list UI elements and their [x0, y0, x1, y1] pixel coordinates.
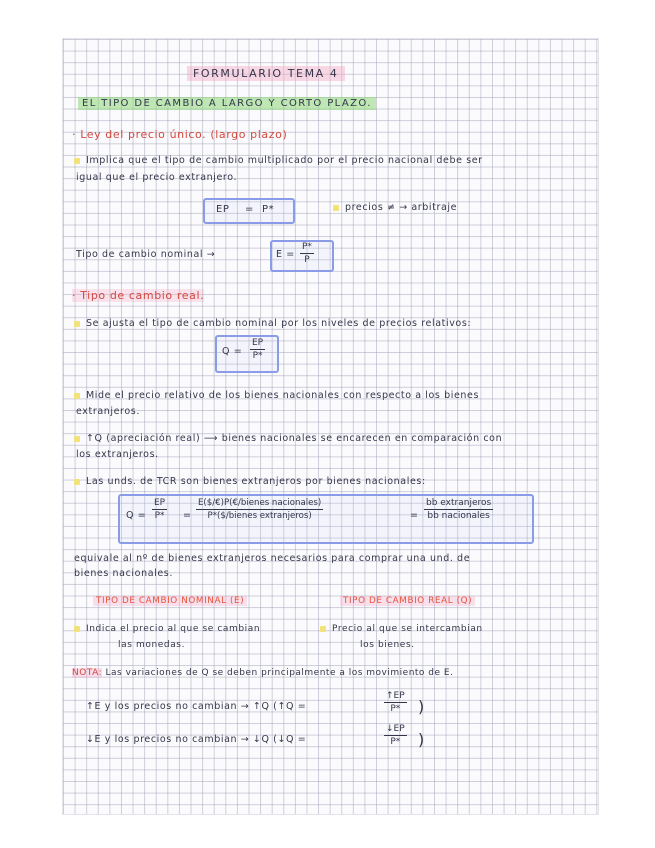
- bullet-marker: [74, 393, 80, 399]
- big-f1-den: P*: [154, 511, 165, 521]
- real-def-text: Precio al que se intercambian: [332, 624, 483, 634]
- equivale-line2: bienes nacionales.: [74, 568, 173, 579]
- big-eq-2: =: [410, 510, 419, 521]
- nota-label: NOTA:: [72, 668, 103, 678]
- bullet-text: Se ajusta el tipo de cambio nominal por los niveles de precios relativos:: [86, 318, 472, 329]
- bullet-apreciacion: [74, 433, 502, 444]
- nominal-num: P*: [302, 242, 312, 252]
- nota-text: Las variaciones de Q se deben principalmente a los movimiento de E.: [105, 668, 454, 678]
- section-subtitle: EL TIPO DE CAMBIO A LARGO Y CORTO PLAZO.: [78, 97, 376, 110]
- bullet-apreciacion-cont: los extranjeros.: [76, 449, 159, 460]
- formula-rhs: P*: [262, 204, 275, 215]
- nominal-label: Tipo de cambio nominal →: [76, 249, 216, 260]
- nota-row-1: ↑E y los precios no cambian → ↑Q (↑Q =: [86, 701, 307, 712]
- nominal-def: [74, 624, 260, 634]
- q-num: EP: [252, 338, 264, 348]
- big-f2-num: E($/€)P(€/bienes nacionales): [198, 498, 322, 508]
- real-def: [320, 624, 483, 634]
- page-title: FORMULARIO TEMA 4: [187, 66, 345, 81]
- bullet-implica-cont: igual que el precio extranjero.: [76, 172, 238, 183]
- nominal-den: P: [304, 255, 310, 265]
- q-den: P*: [252, 351, 263, 361]
- bullet-text: Mide el precio relativo de los bienes nacionales con respecto a los bienes: [86, 390, 480, 401]
- bullet-marker: [333, 205, 339, 211]
- equivale-line1: equivale al nº de bienes extranjeros necesarios para comprar una und. de: [74, 553, 471, 564]
- nominal-def-text: Indica el precio al que se cambian: [86, 624, 261, 634]
- nominal-column-heading: TIPO DE CAMBIO NOMINAL (E): [93, 596, 247, 606]
- nota-row-2: ↓E y los precios no cambian → ↓Q (↓Q =: [86, 734, 307, 745]
- nominal-def-cont: las monedas.: [118, 640, 186, 650]
- nominal-fraction: [300, 242, 314, 265]
- nota-row1-close: ): [418, 697, 425, 716]
- formula-lhs: EP: [216, 204, 230, 215]
- nota-row1-num: ↑EP: [386, 691, 405, 701]
- arbitrage-text: precios ≠ → arbitraje: [345, 202, 458, 213]
- bullet-se-ajusta: [74, 318, 471, 329]
- formula-eq: =: [245, 204, 254, 215]
- bullet-unds: [74, 476, 426, 487]
- big-q-lhs: Q =: [126, 510, 147, 521]
- big-f1-num: EP: [154, 498, 166, 508]
- nota-row2-den: P*: [390, 737, 401, 747]
- arbitrage-note: [333, 202, 457, 213]
- big-f3-den: bb nacionales: [427, 511, 490, 521]
- bullet-text: ↑Q (apreciación real) ⟶ bienes nacionales se encarecen en comparación con: [86, 433, 503, 444]
- big-f2-den: P*($/bienes extranjeros): [207, 511, 312, 521]
- section-heading-ley-precio-unico: · Ley del precio único. (largo plazo): [72, 128, 288, 141]
- big-fraction-2: [196, 498, 323, 521]
- bullet-mide-cont: extranjeros.: [76, 406, 140, 417]
- section-heading-tipo-real: · Tipo de cambio real.: [72, 289, 205, 302]
- nota-row2-close: ): [418, 730, 425, 749]
- bullet-implica: [74, 155, 483, 166]
- q-lhs: Q =: [222, 346, 243, 357]
- real-def-cont: los bienes.: [360, 640, 415, 650]
- nota-row2-fraction: [384, 724, 407, 747]
- bullet-marker: [74, 479, 80, 485]
- nota-row1-den: P*: [390, 704, 401, 714]
- bullet-marker: [74, 321, 80, 327]
- bullet-text: Las unds. de TCR son bienes extranjeros por bienes nacionales:: [86, 476, 426, 487]
- nota-line: [72, 668, 453, 678]
- nota-row1-fraction: [384, 691, 407, 714]
- nota-row2-num: ↓EP: [386, 724, 405, 734]
- big-fraction-3: [424, 498, 493, 521]
- bullet-marker: [320, 626, 326, 632]
- bullet-marker: [74, 626, 80, 632]
- nominal-e: E =: [276, 249, 295, 260]
- bullet-marker: [74, 158, 80, 164]
- big-fraction-1: [152, 498, 167, 521]
- bullet-mide: [74, 390, 479, 401]
- bullet-text: Implica que el tipo de cambio multiplicado por el precio nacional debe ser: [86, 155, 483, 166]
- real-column-heading: TIPO DE CAMBIO REAL (Q): [340, 596, 475, 606]
- bullet-marker: [74, 436, 80, 442]
- big-eq-1: =: [183, 510, 192, 521]
- big-f3-num: bb extranjeros: [426, 498, 492, 508]
- q-fraction: [250, 338, 265, 361]
